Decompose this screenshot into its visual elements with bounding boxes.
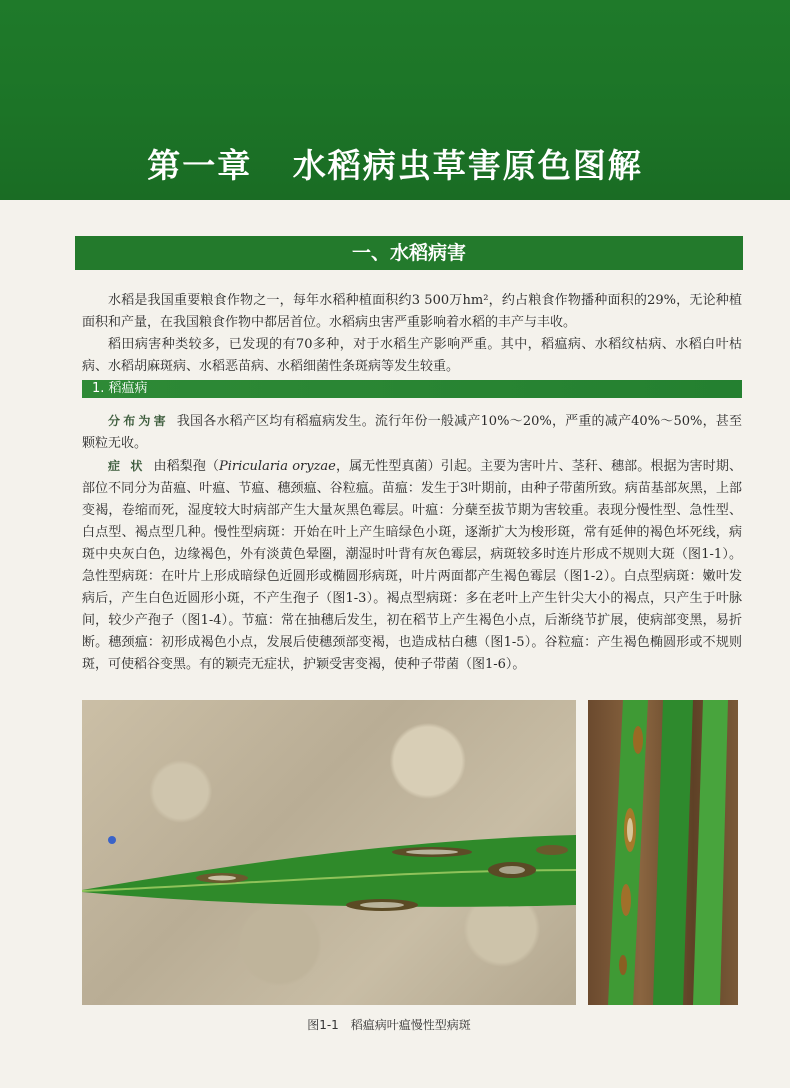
distribution-label: 分布为害 xyxy=(108,414,169,428)
leaf-photo-main xyxy=(82,700,576,1005)
intro-paragraph-2: 稻田病害种类较多，已发现的有70多种，对于水稻生产影响严重。其中，稻瘟病、水稻纹枯病、水稻白叶枯病、水稻胡麻斑病、水稻恶苗病、水稻细菌性条斑病等发生较重。 xyxy=(82,337,742,374)
distribution-paragraph xyxy=(82,410,742,455)
figure-caption-text: 稻瘟病叶瘟慢性型病斑 xyxy=(350,1018,471,1032)
symptoms-paragraph xyxy=(82,455,742,676)
intro-text xyxy=(82,290,742,378)
section-heading: 一、水稻病害 xyxy=(75,236,743,270)
symptoms-label: 症 状 xyxy=(108,459,146,473)
figure-caption xyxy=(0,1016,790,1033)
intro-paragraph-1: 水稻是我国重要粮食作物之一，每年水稻种植面积约3 500万hm²，约占粮食作物播种面积的29%，无论种植面积和产量，在我国粮食作物中都居首位。水稻病虫害严重影响着水稻的丰产与丰收。 xyxy=(82,293,742,330)
symptoms-text-after: ，属无性型真菌）引起。主要为害叶片、茎秆、穗部。根据为害时期、部位不同分为苗瘟、叶瘟、节瘟、穗颈瘟、谷粒瘟。苗瘟：发生于3叶期前，由种子带菌所致。病苗基部灰黑，上部变褐，卷缩而死，湿度较大时病部产生大量灰黑色霉层。叶瘟：分蘖至拔节期为害较重。表现分慢性型、急性型、白点型、褐点型几种。慢性型病斑：开始在叶上产生暗绿色小斑，逐渐扩大为梭形斑，常有延伸的褐色坏死线，病斑中央灰白色，边缘褐色，外有淡黄色晕圈，潮湿时叶背有灰色霉层，病斑较多时连片形成不规则大斑（图1-1）。急性型病斑：在叶片上形成暗绿色近圆形或椭圆形病斑，叶片两面都产生褐色霉层（图1-2）。白点型病斑：嫩叶发病后，产生白色近圆形小斑，不产生孢子（图1-3）。褐点型病斑：多在老叶上产生针尖大小的褐点，只产生于叶脉间，较少产孢子（图1-4）。节瘟：常在抽穗后发生，初在稻节上产生褐色小点，后渐绕节扩展，使病部变黑，易折断。穗颈瘟：初形成褐色小点，发展后使穗颈部变褐，也造成枯白穗（图1-5）。谷粒瘟：产生褐色椭圆形或不规则斑，可使稻谷变黑。有的颖壳无症状，护颖受害变褐，使种子带菌（图1-6）。 xyxy=(82,459,742,672)
distribution-text: 我国各水稻产区均有稻瘟病发生。流行年份一般减产10%～20%，严重的减产40%～50%，甚至颗粒无收。 xyxy=(82,414,742,451)
leaf-photo-secondary xyxy=(588,700,738,1005)
disease-description xyxy=(82,410,742,676)
symptoms-text-before: 由稻梨孢（ xyxy=(153,459,219,474)
chapter-title: 第一章 水稻病虫草害原色图解 xyxy=(147,146,643,185)
leaf-lesion-illustration xyxy=(82,700,576,1005)
leaf-blades-illustration xyxy=(588,700,738,1005)
subsection-heading: 1. 稻瘟病 xyxy=(82,380,742,398)
chapter-banner xyxy=(0,0,790,200)
figure-number: 图1-1 xyxy=(307,1018,339,1032)
pathogen-name: Piricularia oryzae xyxy=(219,459,336,474)
